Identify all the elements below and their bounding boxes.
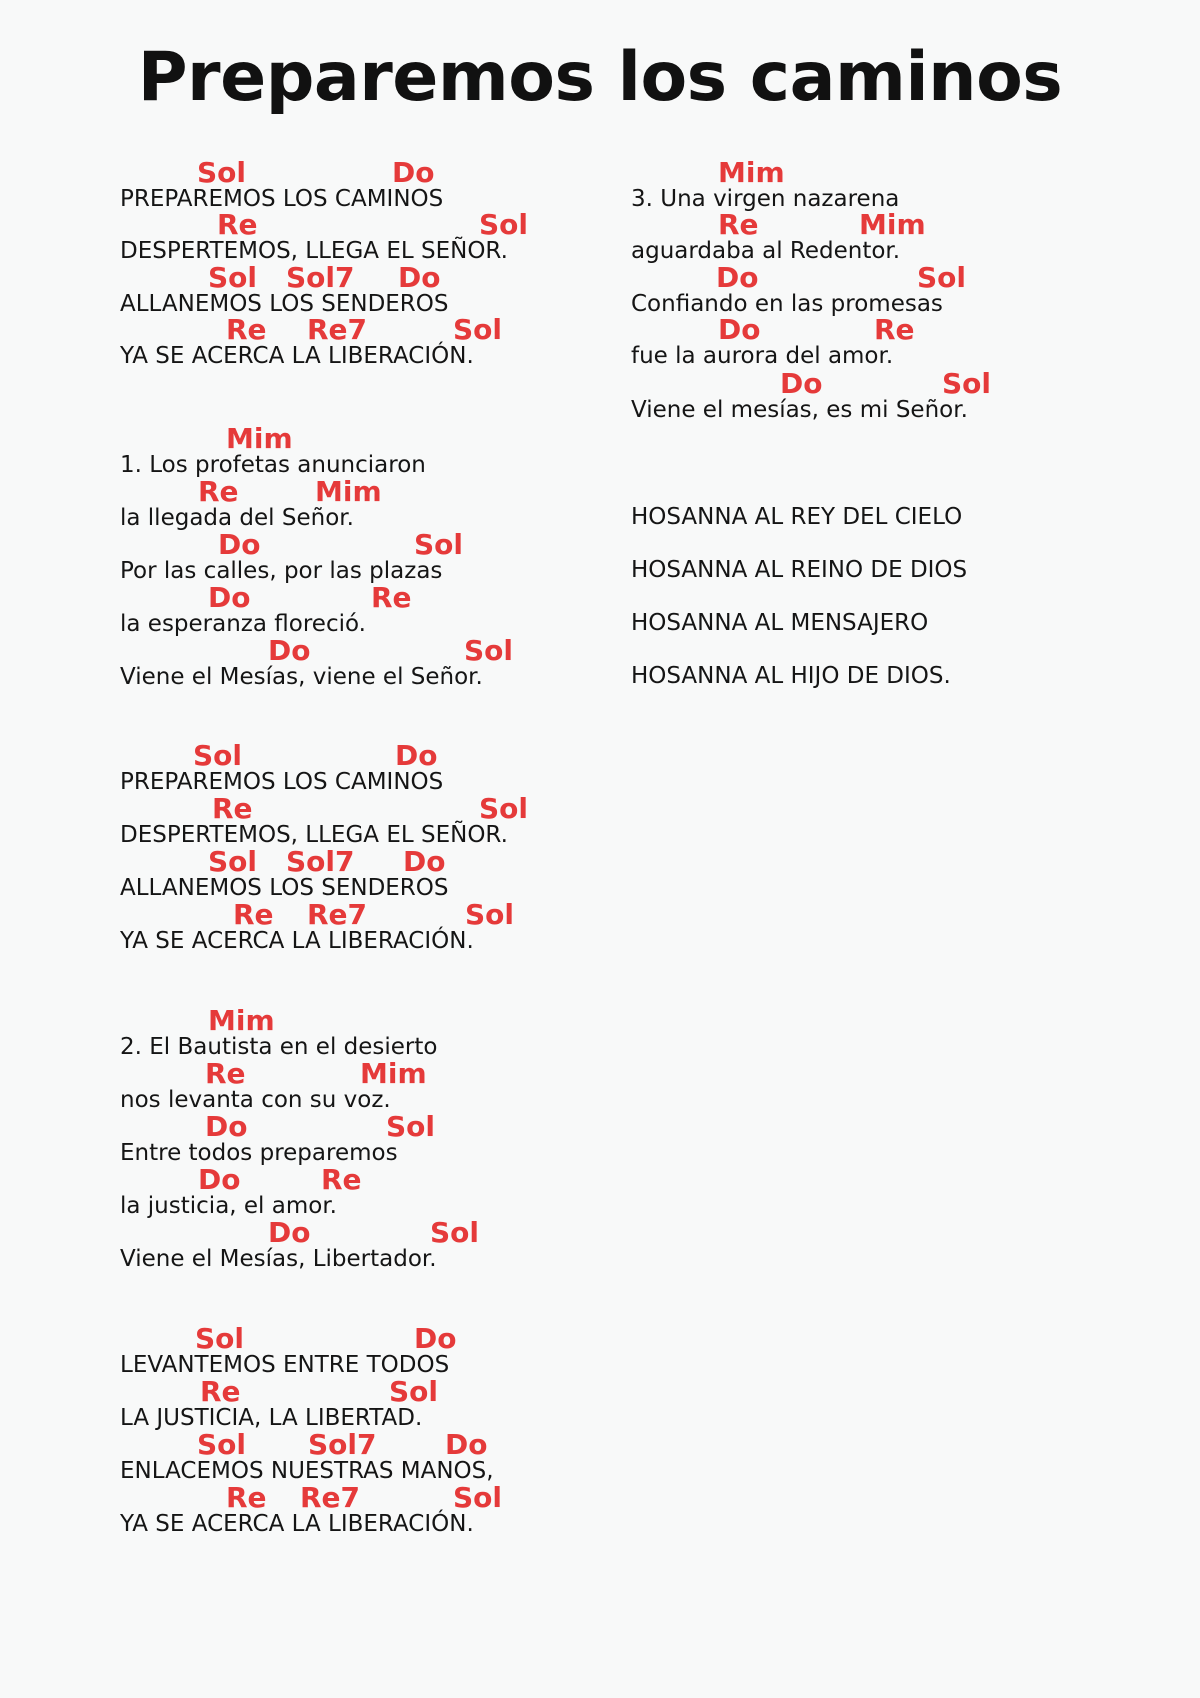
chord-label: Re7 <box>307 898 368 931</box>
lyric-text: YA SE ACERCA LA LIBERACIÓN. <box>120 928 474 954</box>
lyric-text: HOSANNA AL MENSAJERO <box>631 610 929 636</box>
chord-label: Re <box>321 1163 362 1196</box>
lyric-text: DESPERTEMOS, LLEGA EL SEÑOR. <box>120 822 508 848</box>
chord-label: Sol <box>942 367 991 400</box>
chord-label: Re <box>226 313 267 346</box>
chord-label: Sol <box>465 898 514 931</box>
left-song-line <box>120 741 720 795</box>
left-song-line <box>120 1165 720 1219</box>
chord-label: Re <box>217 208 258 241</box>
lyric-text: aguardaba al Redentor. <box>631 238 901 264</box>
chord-label: Mim <box>315 475 382 508</box>
song-title: Preparemos los caminos <box>137 38 1063 117</box>
chord-label: Sol7 <box>308 1428 377 1461</box>
left-song-line <box>120 210 720 264</box>
chord-label: Do <box>718 313 761 346</box>
right-song-line <box>631 158 1200 212</box>
lyric-text: Por las calles, por las plazas <box>120 558 443 584</box>
chord-label: Sol7 <box>286 261 355 294</box>
lyric-text: 2. El Bautista en el desierto <box>120 1034 438 1060</box>
chord-label: Re <box>718 208 759 241</box>
chord-label: Re7 <box>300 1481 361 1514</box>
lyric-text: ENLACEMOS NUESTRAS MANOS, <box>120 1458 494 1484</box>
chord-label: Do <box>268 1216 311 1249</box>
chord-label: Do <box>716 261 759 294</box>
chord-label: Sol <box>453 313 502 346</box>
lyric-text: LA JUSTICIA, LA LIBERTAD. <box>120 1405 423 1431</box>
chord-label: Sol <box>386 1110 435 1143</box>
chord-label: Sol <box>430 1216 479 1249</box>
left-song-line <box>120 1377 720 1431</box>
chord-label: Re <box>200 1375 241 1408</box>
lyric-text: YA SE ACERCA LA LIBERACIÓN. <box>120 1511 474 1537</box>
lyric-text: Viene el Mesías, Libertador. <box>120 1246 437 1272</box>
lyric-text: PREPAREMOS LOS CAMINOS <box>120 186 444 212</box>
chord-label: Re <box>233 898 274 931</box>
chord-label: Do <box>414 1322 457 1355</box>
lyric-text: la justicia, el amor. <box>120 1193 337 1219</box>
chord-label: Do <box>268 634 311 667</box>
chord-label: Re <box>226 1481 267 1514</box>
lyric-text: la esperanza floreció. <box>120 611 366 637</box>
lyric-text: 3. Una virgen nazarena <box>631 186 900 212</box>
lyric-text: HOSANNA AL REINO DE DIOS <box>631 557 968 583</box>
lyric-text: Entre todos preparemos <box>120 1140 398 1166</box>
lyric-text: LEVANTEMOS ENTRE TODOS <box>120 1352 450 1378</box>
chord-label: Sol <box>197 1428 246 1461</box>
chord-label: Re <box>371 581 412 614</box>
lyric-text: PREPAREMOS LOS CAMINOS <box>120 769 444 795</box>
left-song-line <box>120 794 720 848</box>
chord-label: Re <box>205 1057 246 1090</box>
left-song-line <box>120 158 720 212</box>
left-song-line <box>120 1112 720 1166</box>
lyric-text: YA SE ACERCA LA LIBERACIÓN. <box>120 343 474 369</box>
chord-label: Sol <box>208 261 257 294</box>
chord-label: Sol <box>389 1375 438 1408</box>
chord-label: Sol <box>917 261 966 294</box>
chord-label: Do <box>398 261 441 294</box>
lyric-text: ALLANEMOS LOS SENDEROS <box>120 875 449 901</box>
chord-label: Sol <box>479 208 528 241</box>
left-song-line <box>120 263 720 317</box>
chord-label: Mim <box>360 1057 427 1090</box>
right-song-line <box>631 529 1200 583</box>
left-song-line <box>120 1430 720 1484</box>
lyric-text: fue la aurora del amor. <box>631 343 894 369</box>
chord-label: Re <box>198 475 239 508</box>
left-song-line <box>120 1218 720 1272</box>
chord-label: Sol <box>193 739 242 772</box>
lyric-text: 1. Los profetas anunciaron <box>120 452 426 478</box>
chord-label: Do <box>198 1163 241 1196</box>
left-song-line <box>120 1324 720 1378</box>
chord-label: Mim <box>208 1004 275 1037</box>
lyric-text: ALLANEMOS LOS SENDEROS <box>120 291 449 317</box>
chord-label: Mim <box>859 208 926 241</box>
left-song-line <box>120 315 720 369</box>
lyric-text: HOSANNA AL HIJO DE DIOS. <box>631 663 951 689</box>
right-song-line <box>631 635 1200 689</box>
left-song-line <box>120 1006 720 1060</box>
chord-label: Sol <box>479 792 528 825</box>
chord-label: Do <box>218 528 261 561</box>
chord-label: Sol7 <box>286 845 355 878</box>
chord-label: Re7 <box>307 313 368 346</box>
chord-label: Do <box>205 1110 248 1143</box>
chord-label: Do <box>208 581 251 614</box>
chord-label: Do <box>403 845 446 878</box>
chord-label: Re <box>212 792 253 825</box>
right-song-line <box>631 315 1200 369</box>
lyric-text: Viene el mesías, es mi Señor. <box>631 397 968 423</box>
chord-label: Sol <box>197 156 246 189</box>
chord-label: Sol <box>195 1322 244 1355</box>
lyric-text: Viene el Mesías, viene el Señor. <box>120 664 483 690</box>
chord-label: Do <box>780 367 823 400</box>
lyric-text: HOSANNA AL REY DEL CIELO <box>631 504 963 530</box>
left-song-line <box>120 424 720 478</box>
chord-label: Sol <box>414 528 463 561</box>
right-song-line <box>631 582 1200 636</box>
left-song-line <box>120 636 720 690</box>
right-song-line <box>631 369 1200 423</box>
lyric-text: Confiando en las promesas <box>631 291 943 317</box>
left-song-line <box>120 1059 720 1113</box>
left-song-line <box>120 900 720 954</box>
chord-label: Mim <box>718 156 785 189</box>
lyric-text: la llegada del Señor. <box>120 505 354 531</box>
chord-label: Do <box>392 156 435 189</box>
lyric-text: nos levanta con su voz. <box>120 1087 391 1113</box>
right-song-line <box>631 476 1200 530</box>
left-song-line <box>120 477 720 531</box>
chord-label: Sol <box>453 1481 502 1514</box>
left-song-line <box>120 1483 720 1537</box>
chord-label: Sol <box>208 845 257 878</box>
lyric-text: DESPERTEMOS, LLEGA EL SEÑOR. <box>120 238 508 264</box>
chord-label: Sol <box>464 634 513 667</box>
chord-label: Do <box>395 739 438 772</box>
right-song-line <box>631 263 1200 317</box>
left-song-line <box>120 583 720 637</box>
right-song-line <box>631 210 1200 264</box>
left-song-line <box>120 847 720 901</box>
chord-label: Re <box>874 313 915 346</box>
chord-label: Mim <box>226 422 293 455</box>
chord-label: Do <box>445 1428 488 1461</box>
left-song-line <box>120 530 720 584</box>
